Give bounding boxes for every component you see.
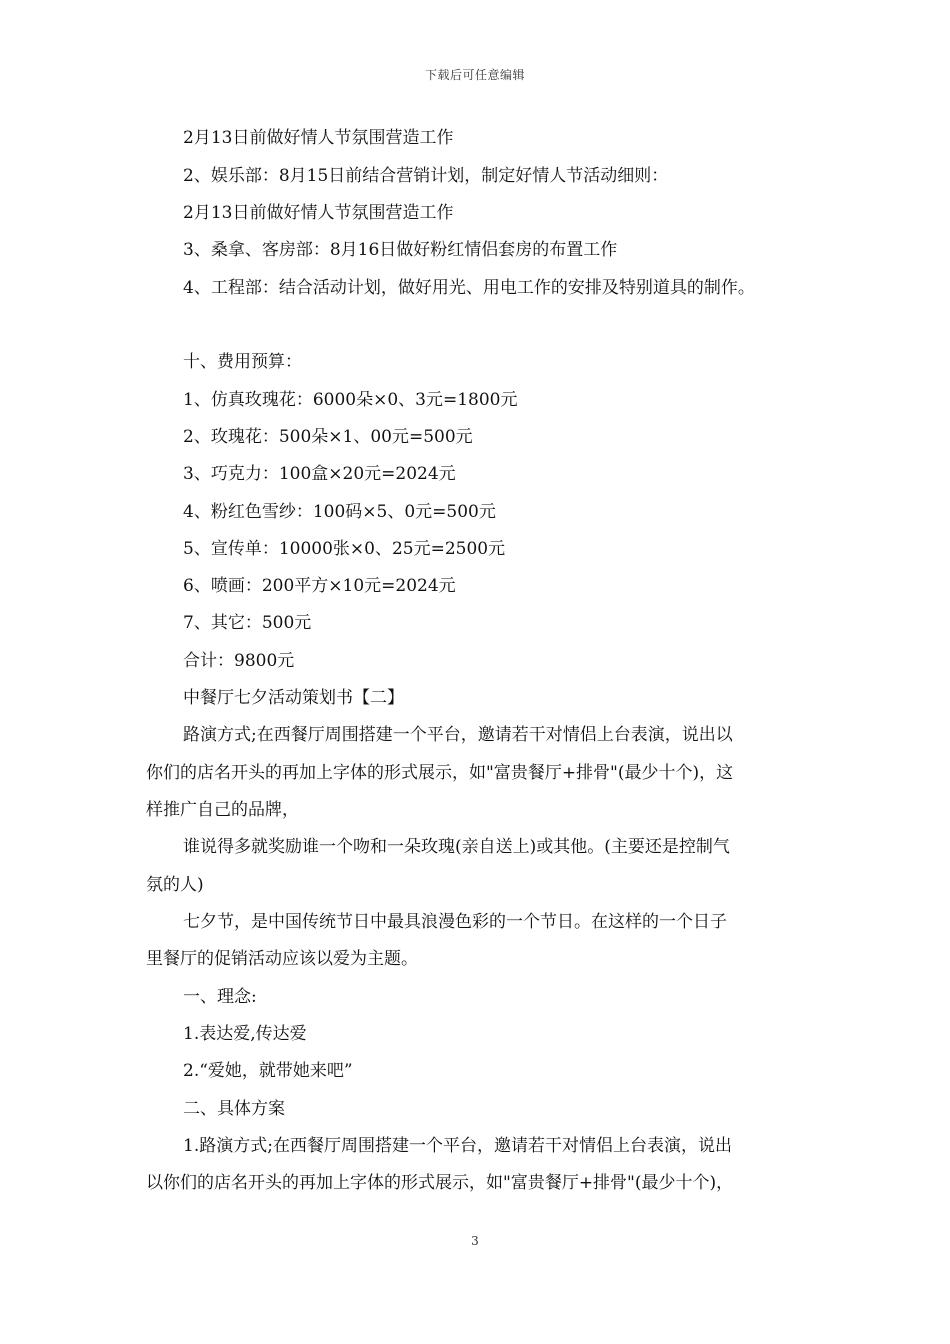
section-heading: 一、理念:: [183, 987, 257, 1007]
text-line: 2月13日前做好情人节氛围营造工作: [183, 203, 454, 223]
paragraph-line: 1.路演方式;在西餐厅周围搭建一个平台，邀请若干对情侣上台表演，说出: [183, 1136, 732, 1156]
paragraph-line: 里餐厅的促销活动应该以爱为主题。: [146, 949, 418, 969]
paragraph-line: 七夕节，是中国传统节日中最具浪漫色彩的一个节日。在这样的一个日子: [183, 912, 727, 932]
budget-item: 6、喷画：200平方×10元=2024元: [183, 576, 456, 596]
budget-total: 合计：9800元: [183, 651, 295, 671]
paragraph-line: 样推广自己的品牌，: [146, 800, 299, 820]
paragraph-line: 氛的人): [146, 875, 204, 895]
section-heading: 十、费用预算：: [183, 352, 302, 372]
budget-item: 5、宣传单：10000张×0、25元=2500元: [183, 539, 506, 559]
paragraph-line: 以你们的店名开头的再加上字体的形式展示，如"富贵餐厅+排骨"(最少十个)，: [146, 1173, 734, 1193]
paragraph-line: 谁说得多就奖励谁一个吻和一朵玫瑰(亲自送上)或其他。(主要还是控制气: [183, 837, 730, 857]
paragraph-line: 路演方式;在西餐厅周围搭建一个平台，邀请若干对情侣上台表演，说出以: [183, 725, 733, 745]
paragraph-line: 你们的店名开头的再加上字体的形式展示，如"富贵餐厅+排骨"(最少十个)，这: [146, 763, 734, 783]
text-line: 4、工程部：结合活动计划，做好用光、用电工作的安排及特别道具的制作。: [183, 278, 755, 298]
budget-item: 7、其它：500元: [183, 613, 312, 633]
text-line: 2月13日前做好情人节氛围营造工作: [183, 128, 454, 148]
text-line: 2、娱乐部：8月15日前结合营销计划，制定好情人节活动细则：: [183, 166, 669, 186]
budget-item: 1、仿真玫瑰花：6000朵×0、3元=1800元: [183, 390, 518, 410]
page-header: 下载后可任意编辑: [424, 68, 525, 82]
text-line: 3、桑拿、客房部：8月16日做好粉红情侣套房的布置工作: [183, 240, 618, 260]
budget-item: 3、巧克力：100盒×20元=2024元: [183, 464, 456, 484]
section-heading: 二、具体方案: [183, 1099, 285, 1119]
list-item: 1.表达爱,传达爱: [183, 1024, 307, 1044]
budget-item: 4、粉红色雪纱：100码×5、0元=500元: [183, 502, 496, 522]
section-heading: 中餐厅七夕活动策划书【二】: [183, 688, 404, 708]
budget-item: 2、玫瑰花：500朵×1、00元=500元: [183, 427, 473, 447]
page-number: 3: [471, 1234, 479, 1248]
list-item: 2.“爱她，就带她来吧”: [183, 1061, 353, 1081]
